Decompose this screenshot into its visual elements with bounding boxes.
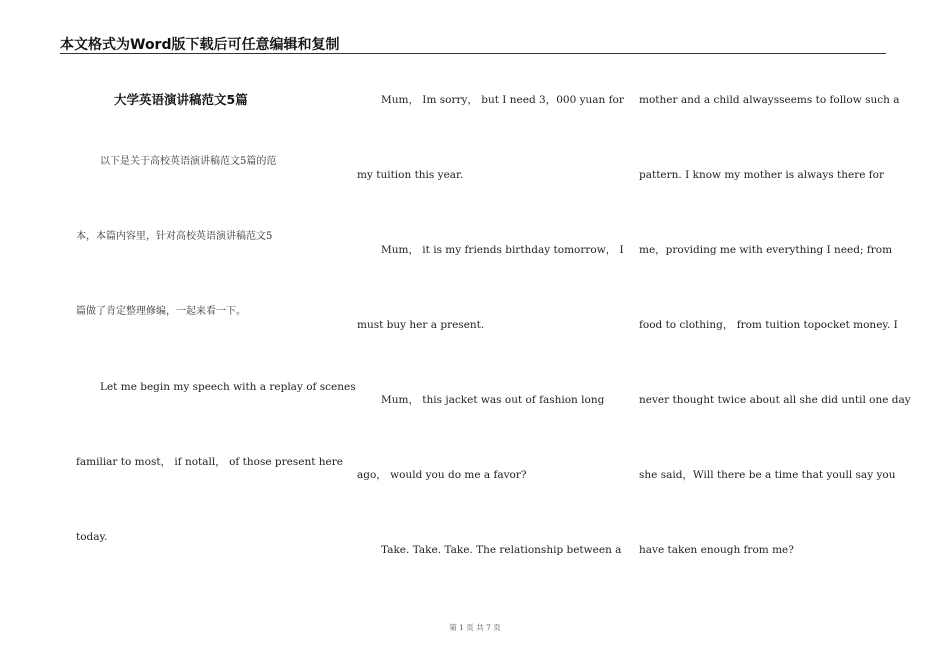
paragraph-line: food to clothing， from tuition topocket money. I xyxy=(639,319,898,331)
paragraph-line: 以下是关于高校英语演讲稿范文5篇的范 xyxy=(100,156,277,167)
document-title: 大学英语演讲稿范文5篇 xyxy=(114,92,248,107)
page-footer: 第 1 页 共 7 页 xyxy=(449,623,501,632)
paragraph-line: ago， would you do me a favor? xyxy=(357,469,527,481)
paragraph-line: me，providing me with everything I need; from xyxy=(639,244,893,256)
paragraph-line: familiar to most， if notall， of those present here xyxy=(76,456,343,468)
page-header-title: 本文格式为Word版下载后可任意编辑和复制 xyxy=(60,37,340,53)
paragraph-line: have taken enough from me? xyxy=(639,544,794,556)
paragraph-line: Mum， it is my friends birthday tomorrow， I xyxy=(381,244,624,256)
paragraph-line: mother and a child alwaysseems to follow such a xyxy=(639,94,900,106)
paragraph-line: Take. Take. Take. The relationship between a xyxy=(381,544,622,556)
paragraph-line: 本，本篇内容里，针对高校英语演讲稿范文5 xyxy=(76,231,273,242)
header-divider xyxy=(60,53,886,54)
paragraph-line: she said，Will there be a time that youll say you xyxy=(639,469,896,481)
paragraph-line: 篇做了肯定整理修编，一起来看一下。 xyxy=(76,306,246,317)
paragraph-line: my tuition this year. xyxy=(357,169,464,181)
paragraph-line: Mum， this jacket was out of fashion long xyxy=(381,394,605,406)
paragraph-line: must buy her a present. xyxy=(357,319,485,331)
paragraph-line: Let me begin my speech with a replay of scenes xyxy=(100,381,356,393)
paragraph-line: today. xyxy=(76,531,108,543)
paragraph-line: Mum， Im sorry， but I need 3，000 yuan for xyxy=(381,94,624,106)
paragraph-line: pattern. I know my mother is always there for xyxy=(639,169,885,181)
paragraph-line: never thought twice about all she did until one day xyxy=(639,394,911,406)
